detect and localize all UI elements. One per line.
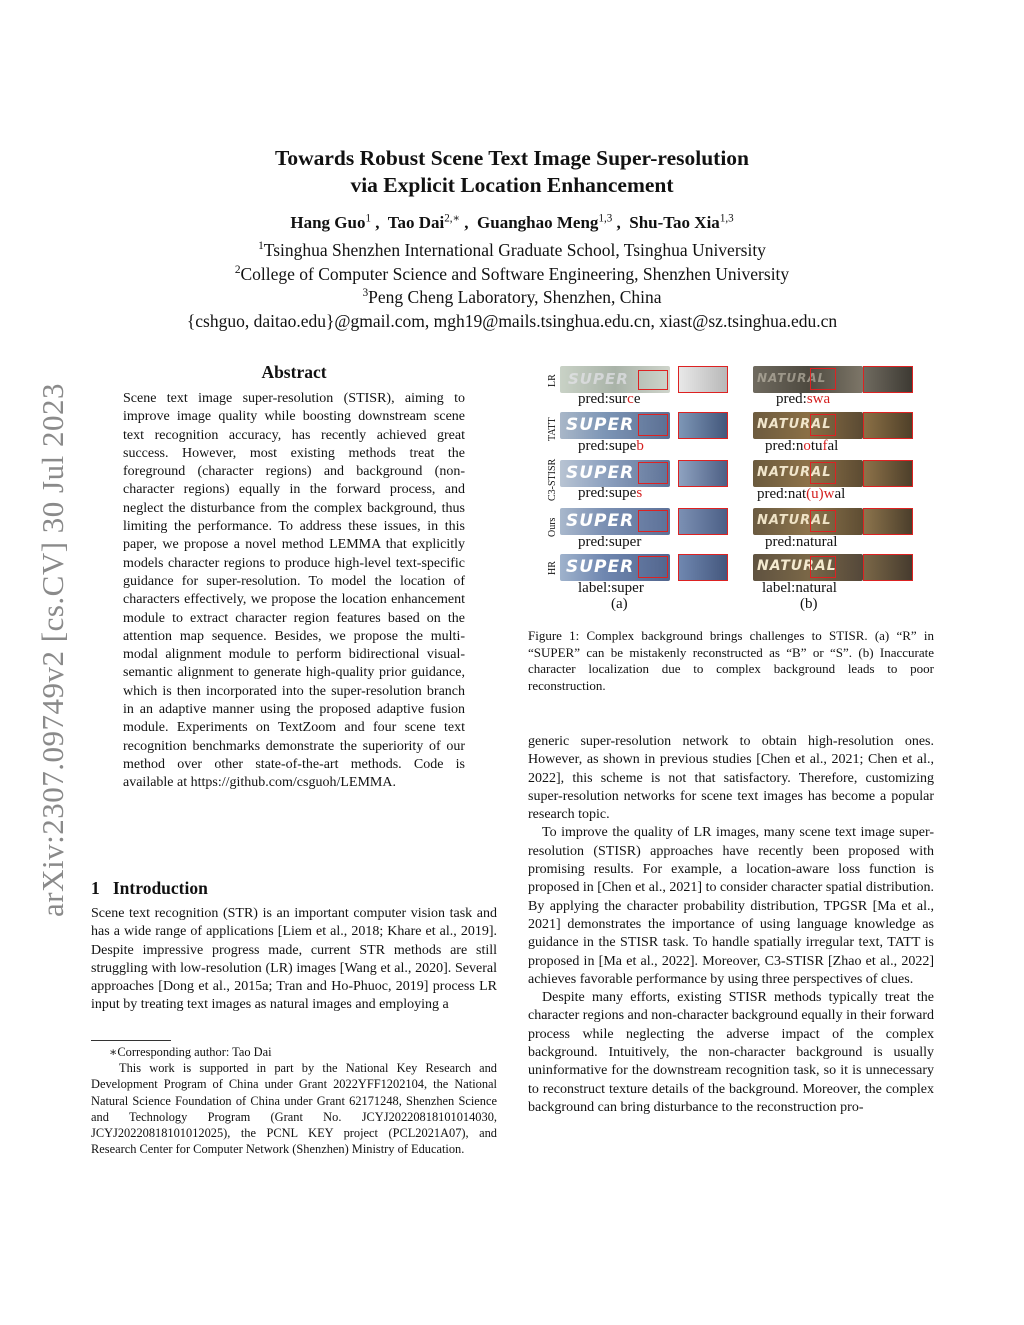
pred-a-lr: pred:surce	[578, 391, 641, 407]
row-label-lr: LR	[547, 374, 558, 387]
zoom-crop	[678, 412, 728, 439]
footnote-rule	[91, 1040, 171, 1041]
focus-box	[638, 462, 668, 484]
ours-natural-image	[753, 508, 863, 535]
affil-sup: 3	[362, 287, 369, 300]
author-affil-sup: 1,3	[719, 212, 734, 225]
image-text: SUPER	[566, 463, 635, 483]
pred-b-ours: pred:natural	[765, 534, 838, 550]
intro-heading	[91, 878, 208, 899]
affil-text: College of Computer Science and Software Engineering, Shenzhen University	[240, 264, 790, 284]
affiliation-3	[0, 287, 1024, 308]
lr-natural-image	[753, 366, 863, 393]
intro-body	[91, 905, 497, 1015]
image-text: NATURAL	[757, 465, 832, 480]
author-name: Tao Dai	[387, 213, 445, 232]
author-name: Guanghao Meng	[477, 213, 599, 232]
pred-b-tatt: pred:notufal	[765, 438, 839, 454]
zoom-crop	[678, 508, 728, 535]
author-name: Shu-Tao Xia	[629, 213, 720, 232]
abstract-heading: Abstract	[261, 362, 327, 382]
pred-b-lr: pred:swa	[776, 391, 831, 407]
paragraph-1: generic super-resolution network to obtain high-resolution ones. However, as shown in previous studies [Chen et al., 2021; Chen et al., 2022], this scheme is not that satisfactory. Therefore, customizing super-resolution networks for scene text images has become a popular research topic.	[528, 734, 934, 823]
pred-a-c3stisr: pred:supes	[578, 485, 643, 501]
image-text: NATURAL	[757, 417, 832, 432]
author-affil-sup: 1	[365, 212, 372, 225]
zoom-crop	[863, 554, 913, 581]
pred-b-c3stisr: pred:nat(u)wal	[757, 486, 846, 502]
zoom-crop	[678, 366, 728, 393]
image-text: NATURAL	[757, 371, 827, 385]
section-number: 1	[91, 878, 100, 898]
section-title: Introduction	[112, 878, 208, 898]
right-column-body	[528, 733, 934, 1117]
affil-sup: 1	[258, 240, 264, 253]
focus-box	[638, 414, 668, 436]
footnote-corresponding: ∗Corresponding author: Tao Dai	[109, 1045, 272, 1059]
zoom-crop	[863, 508, 913, 535]
intro-text: Scene text recognition (STR) is an important computer vision task and has a wide range of applications [Liem et al., 2018; Khare et al., 2019]. Despite impressive progress made, current STR methods are still struggling with low-resolution (LR) images [Wang et al., 2020]. Several approaches [Dong et al., 2015a; Tran and Ho-Phuoc, 2019] process LR input by treating text images as natural images and employing a	[91, 906, 497, 1013]
footnote-funding: This work is supported in part by the National Key Research and Development Program of China under Grant 2022YFF1202104, the National Natural Science Foundation of China under Grant 62171248, Shenzhen Science and Technology Program (Grant No. JCYJ20220818101014030, JCYJ20220818101012025), the PCNL KEY project (PCL2021A07), and Research Center for Computer Network (Shenzhen) Ministry of Education.	[91, 1061, 497, 1157]
focus-box	[638, 370, 668, 390]
image-text: NATURAL	[757, 558, 837, 574]
pred-a-ours: pred:super	[578, 534, 642, 550]
c3stisr-natural-image	[753, 460, 863, 487]
row-label-tatt: TATT	[547, 417, 558, 441]
footnotes	[91, 1044, 497, 1157]
affil-sup: 2	[234, 264, 241, 277]
label-a: label:super	[578, 580, 644, 596]
paper-title-line-2: via Explicit Location Enhancement	[350, 173, 674, 197]
abstract-body	[123, 390, 465, 793]
figure-1	[528, 362, 934, 620]
focus-box	[810, 510, 836, 532]
tag-b: (b)	[800, 596, 818, 612]
author-affil-sup: 2,∗	[444, 212, 461, 225]
affil-text: Tsinghua Shenzhen International Graduate School, Tsinghua University	[263, 240, 766, 260]
paper-title-line-1: Towards Robust Scene Text Image Super-resolution	[274, 146, 750, 170]
image-text: SUPER	[568, 370, 629, 388]
author-list: Hang Guo$^1$ , Tao Dai$^{2,∗}$ , Guanghao Meng$^{1,3}$ , Shu-Tao Xia$^{1,3}$	[290, 212, 734, 232]
figure-1-caption: Figure 1: Complex background brings challenges to STISR. (a) “R” in “SUPER” can be mistakenly reconstructed as “B” or “S”. (b) Inaccurate character localization due to complex background leads to poor reconstruction.	[528, 628, 934, 693]
row-label-c3stisr: C3-STISR	[547, 458, 558, 501]
affiliation-1	[0, 240, 1024, 261]
zoom-crop	[863, 460, 913, 487]
zoom-crop	[863, 366, 913, 393]
focus-box	[810, 462, 836, 484]
focus-box	[638, 510, 668, 532]
tatt-natural-image	[753, 412, 863, 439]
paragraph-3: Despite many efforts, existing STISR methods typically treat the character regions and non-character background equally in their forward process while neglecting the adverse impact of the complex background. Intuitively, the non-character background is usually uninformative for the downstream recognition task, so it is unnecessary to reconstruct texture details of the background. Moreover, the complex background can bring disturbance to the reconstruction pro-	[528, 990, 934, 1115]
paragraph-2: To improve the quality of LR images, many scene text image super-resolution (STISR) approaches have recently been proposed with promising results. For example, a location-aware loss function is proposed in [Chen et al., 2021] to consider character spatial distribution. By applying the character probability distribution, TPGSR [Ma et al., 2021] demonstrates the importance of using language knowledge as guidance in the STISR task. To handle spatially irregular text, TATT is proposed in [Ma et al., 2022]. Moreover, C3-STISR [Zhao et al., 2022] achieves favorable performance by using three perspectives of clues.	[528, 825, 934, 987]
affil-text: Peng Cheng Laboratory, Shenzhen, China	[368, 287, 662, 307]
focus-box	[638, 556, 668, 578]
author-emails: {cshguo, daitao.edu}@gmail.com, mgh19@mails.tsinghua.edu.cn, xiast@sz.tsinghua.edu.cn	[186, 311, 838, 331]
affiliation-2	[0, 264, 1024, 285]
tag-a: (a)	[611, 596, 628, 612]
zoom-crop	[863, 412, 913, 439]
zoom-crop	[678, 554, 728, 581]
focus-box	[810, 368, 836, 390]
hr-natural-image	[753, 554, 863, 581]
focus-box	[810, 556, 836, 578]
zoom-crop	[678, 460, 728, 487]
arxiv-identifier: arXiv:2307.09749v2 [cs.CV] 30 Jul 2023	[35, 383, 70, 917]
row-label-ours: Ours	[547, 517, 558, 537]
abstract-text: Scene text image super-resolution (STISR), aiming to improve image quality while boosting downstream scene text recognition accuracy, has recently achieved great success. However, most existing methods treat the foreground (character regions) and background (non-character regions) equally in the forward process, and neglect the disturbance from the complex background, thus limiting the performance. To address these issues, in this paper, we propose a novel method LEMMA that explicitly models character regions to produce high-level text-specific guidance for super-resolution. To model the location of characters effectively, we propose the location enhancement module to extract character region features based on the attention map sequence. Besides, we propose the multi-modal alignment module to perform bidirectional visual-semantic alignment to generate high-quality prior guidance, which is then incorporated into the super-resolution branch in an adaptive manner using the proposed adaptive fusion module. Experiments on TextZoom and four scene text recognition benchmarks demonstrate the superiority of our method over other state-of-the-art methods. Code is available at https://github.com/csguoh/LEMMA.	[123, 391, 465, 791]
image-text: SUPER	[566, 511, 635, 531]
image-text: SUPER	[566, 557, 635, 577]
row-label-hr: HR	[547, 561, 558, 575]
author-affil-sup: 1,3	[598, 212, 613, 225]
label-b: label:natural	[762, 580, 837, 596]
author-name: Hang Guo	[290, 213, 366, 232]
image-text: SUPER	[566, 415, 635, 435]
image-text: NATURAL	[757, 513, 832, 528]
focus-box	[810, 414, 836, 436]
pred-a-tatt: pred:supeb	[578, 438, 644, 454]
